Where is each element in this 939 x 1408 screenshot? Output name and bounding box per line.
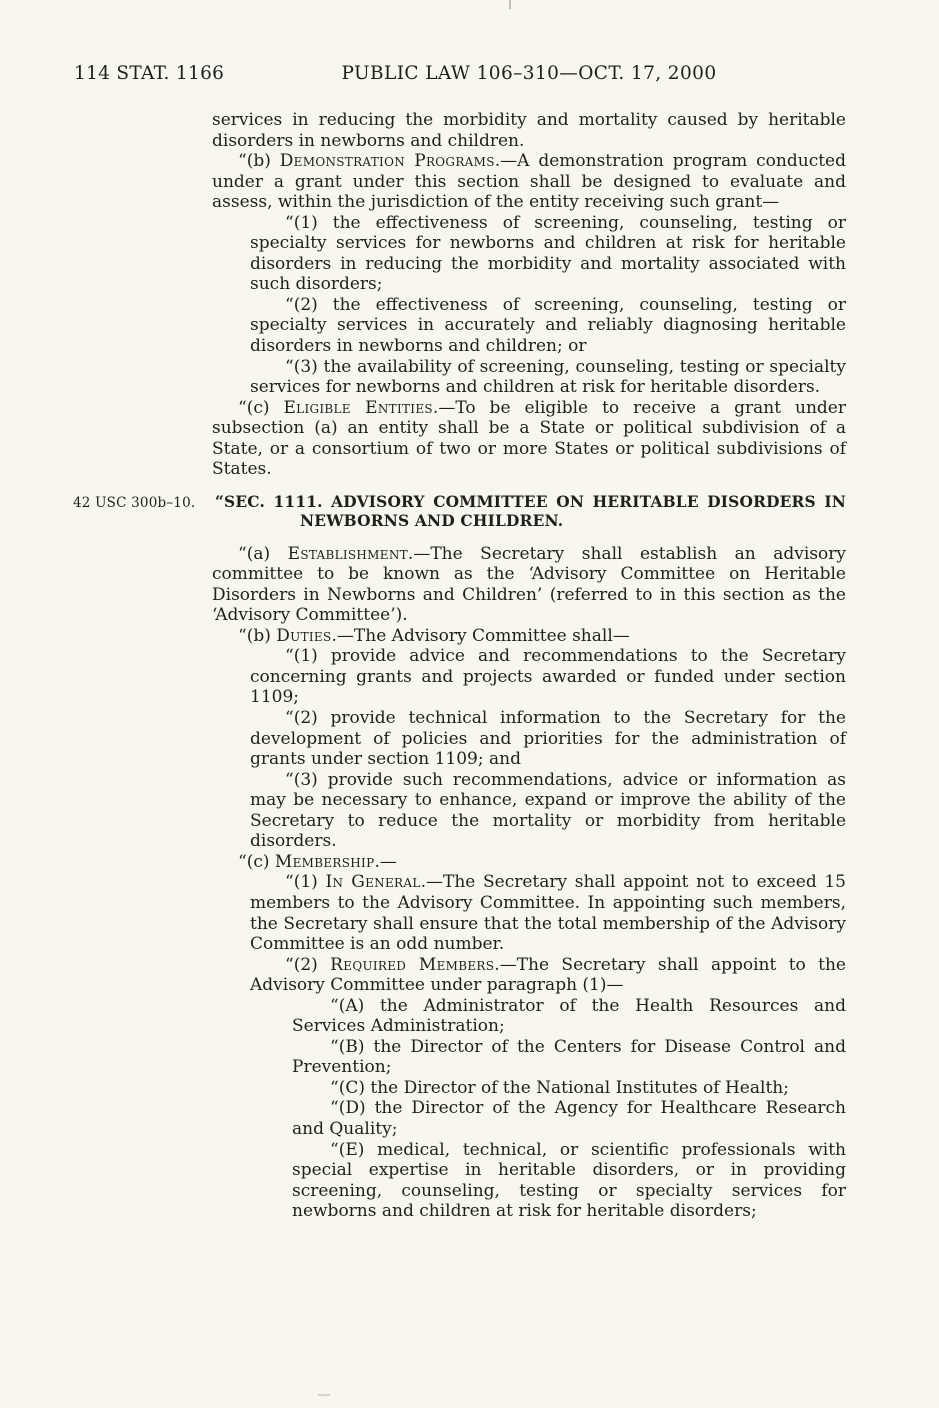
text-run: “(3) provide such recommendations, advice or information as may be necessary to enhance, expand or improve the ability of the Secretary to reduce the mortality or morbidity from heritable disorders. [250,769,846,852]
text-run: “SEC. 1111. ADVISORY COMMITTEE ON HERITABLE DISORDERS IN NEWBORNS AND CHILDREN. [215,492,846,531]
paragraph [212,110,846,151]
text-run: Membership [274,851,375,872]
text-run: “(a) [238,543,288,564]
law-title: PUBLIC LAW 106–310—OCT. 17, 2000 [341,63,717,84]
text-run: .—To be eligible to receive a grant under subsection (a) an entity shall be a State or political subdivision of a State, or a consortium of two or more States or political subdivisions of States. [212,397,846,480]
text-run: .—The Secretary shall establish an advisory committee to be known as the ‘Advisory Committee on Heritable Disorders in Newborns and Children’ (referred to in this section as the ‘Advisory Committee’). [212,543,847,626]
paragraph [212,872,846,954]
text-run: “(E) medical, technical, or scientific professionals with special expertise in heritable disorders, or in providing screening, counseling, testing or specialty services for newborns and children at risk for heritable disorders; [292,1139,846,1222]
text-run: “(C) the Director of the National Institutes of Health; [330,1077,789,1098]
text-run: .—The Secretary shall appoint not to exceed 15 members to the Advisory Committee. In appointing such members, the Secretary shall ensure that the total membership of the Advisory Committee is an odd number. [250,872,846,955]
paragraph [212,996,846,1037]
section-heading [73,492,846,532]
text-run: “(b) [238,151,280,172]
paragraph [212,646,846,708]
scan-registration-mark [318,1394,330,1396]
text-run: .—A demonstration program conducted under a grant under this section shall be designed to evaluate and assess, within the jurisdiction of the entity receiving such grant— [212,151,846,213]
paragraph [212,1078,846,1099]
text-run: Establishment [287,543,408,564]
paragraph [212,708,846,770]
paragraph [212,770,846,852]
text-run: Duties [276,625,332,646]
text-run: Demonstration Programs [279,151,495,172]
text-run: .—The Secretary shall appoint to the Advisory Committee under paragraph (1)— [250,954,846,996]
margin-note-usc-citation: 42 USC 300b–10. [73,494,196,511]
text-run: In General [325,872,421,893]
text-run: “(2) [285,954,331,975]
document-body [73,110,847,1222]
paragraph [212,626,846,647]
paragraph [212,295,846,357]
text-run: “(1) the effectiveness of screening, counseling, testing or specialty services for newborns and children at risk for heritable disorders in reducing the morbidity and mortality associated with such disorders; [250,212,846,295]
text-run: services in reducing the morbidity and mortality caused by heritable disorders in newborns and children. [212,110,846,151]
stat-page-number: 114 STAT. 1166 [74,63,225,84]
paragraph [212,1098,846,1139]
paragraph [212,357,846,398]
text-run: “(c) [238,851,275,872]
paragraph [212,1140,846,1222]
text-run: “(A) the Administrator of the Health Resources and Services Administration; [292,995,846,1037]
text-run: “(2) the effectiveness of screening, counseling, testing or specialty services in accurately and reliably diagnosing heritable disorders in newborns and children; or [250,294,846,357]
paragraph [212,151,846,213]
paragraph [212,213,846,295]
paragraph [212,955,846,996]
text-run: “(2) provide technical information to the Secretary for the development of policies and priorities for the administration of grants under section 1109; and [250,708,846,770]
text-run: “(1) [285,872,326,893]
paragraph [212,398,846,480]
text-run: .—The Advisory Committee shall— [331,625,630,646]
text-run: “(c) [238,397,284,418]
text-run: “(1) provide advice and recommendations to the Secretary concerning grants and projects awarded or funded under section 1109; [250,646,846,708]
text-run: “(b) [238,625,277,646]
paragraph [212,1037,846,1078]
text-run: Required Members [330,954,495,975]
text-run: “(3) the availability of screening, counseling, testing or specialty services for newborns and children at risk for heritable disorders. [250,356,846,398]
text-run: “(B) the Director of the Centers for Disease Control and Prevention; [292,1036,846,1078]
scan-registration-mark [509,0,511,9]
text-run: “(D) the Director of the Agency for Healthcare Research and Quality; [292,1098,846,1139]
text-run: Eligible Entities [283,397,433,418]
text-run: .— [374,851,397,872]
paragraph [212,852,846,873]
paragraph [212,544,846,626]
